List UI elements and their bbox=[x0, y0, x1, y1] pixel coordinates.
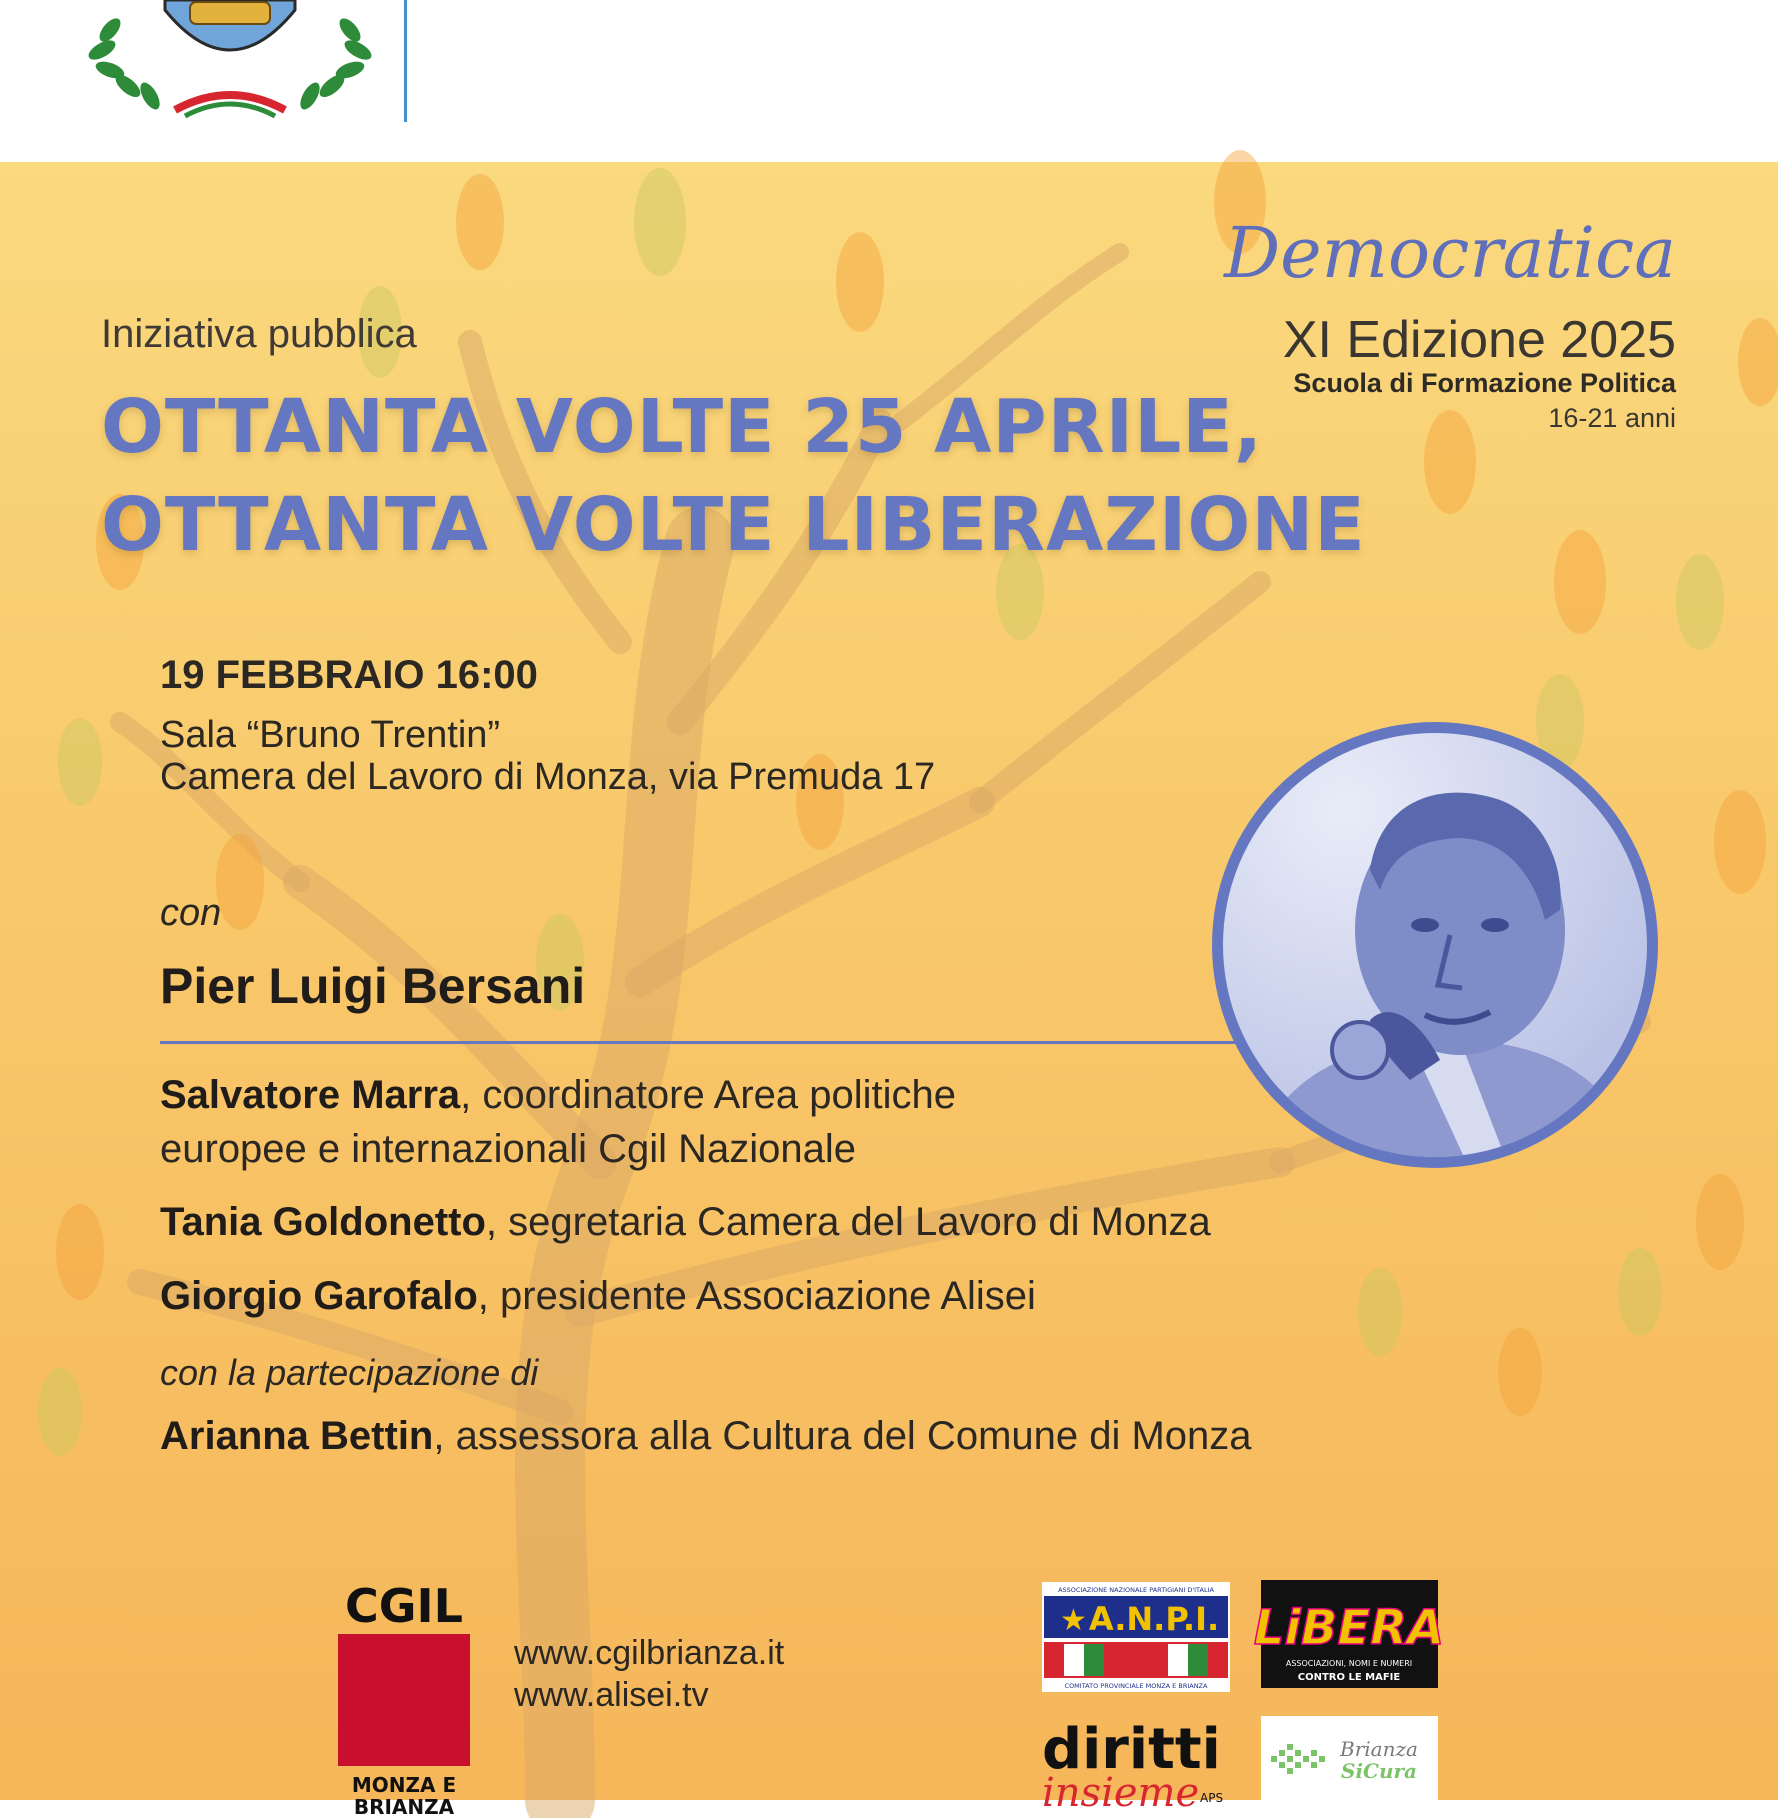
diritti-suffix: APS bbox=[1200, 1791, 1224, 1805]
edition-label: XI Edizione 2025 bbox=[1282, 311, 1676, 369]
brianza-name-1: Brianza bbox=[1340, 1737, 1418, 1761]
title-line-2: OTTANTA VOLTE LIBERAZIONE bbox=[101, 482, 1366, 568]
title-line-1: OTTANTA VOLTE 25 APRILE, bbox=[101, 384, 1263, 470]
speaker-3-role: , presidente Associazione Alisei bbox=[477, 1274, 1036, 1318]
website-alisei-link[interactable]: www.alisei.tv bbox=[514, 1676, 709, 1714]
intro-label: Iniziativa pubblica bbox=[101, 312, 417, 356]
poster-body bbox=[0, 162, 1778, 1818]
libera-logo bbox=[1253, 1580, 1445, 1688]
speaker-2-name: Tania Goldonetto bbox=[160, 1200, 486, 1244]
cgil-name: CGIL bbox=[345, 1579, 463, 1633]
age-label: 16-21 anni bbox=[1548, 403, 1676, 433]
libera-sub-2: CONTRO LE MAFIE bbox=[1297, 1672, 1401, 1683]
diritti-script: insieme bbox=[1042, 1770, 1200, 1816]
brand-script-name: Democratica bbox=[1224, 212, 1676, 294]
speaker-3-name: Giorgio Garofalo bbox=[160, 1274, 478, 1318]
speaker-3 bbox=[160, 1269, 1036, 1323]
diritti-name: diritti bbox=[1042, 1717, 1221, 1782]
speaker-divider bbox=[160, 1041, 1240, 1044]
libera-sub-1: ASSOCIAZIONI, NOMI E NUMERI bbox=[1285, 1659, 1413, 1668]
event-date: 19 FEBBRAIO 16:00 bbox=[160, 653, 538, 697]
anpi-logo bbox=[1042, 1582, 1230, 1692]
with-label: con bbox=[160, 892, 222, 934]
brianza-name-2: SiCura bbox=[1341, 1759, 1417, 1783]
speaker-1-role: , coordinatore Area politiche bbox=[460, 1073, 957, 1117]
venue-line-1: Sala “Bruno Trentin” bbox=[160, 714, 501, 756]
cgil-region-line-1: MONZA E bbox=[351, 1773, 457, 1797]
libera-name: LiBERA bbox=[1253, 1600, 1445, 1656]
main-speaker-name: Pier Luigi Bersani bbox=[160, 958, 586, 1014]
cgil-logo bbox=[338, 1578, 470, 1818]
speaker-1-name: Salvatore Marra bbox=[160, 1073, 461, 1117]
website-cgil-link[interactable]: www.cgilbrianza.it bbox=[514, 1634, 785, 1672]
participation-label: con la partecipazione di bbox=[160, 1352, 539, 1393]
school-label: Scuola di Formazione Politica bbox=[1293, 368, 1676, 398]
guest-speaker-name: Arianna Bettin bbox=[160, 1414, 434, 1458]
venue-line-2: Camera del Lavoro di Monza, via Premuda 17 bbox=[160, 756, 936, 798]
speaker-2-role: , segretaria Camera del Lavoro di Monza bbox=[485, 1200, 1211, 1244]
diritti-insieme-logo bbox=[1042, 1710, 1230, 1816]
speaker-1-role-line-2: europee e internazionali Cgil Nazionale bbox=[160, 1127, 856, 1171]
speaker-1 bbox=[160, 1068, 956, 1122]
speaker-portrait bbox=[1210, 720, 1660, 1170]
svg-text:★: ★ bbox=[1060, 1603, 1087, 1638]
header-divider bbox=[404, 0, 407, 122]
speaker-2 bbox=[160, 1195, 1211, 1249]
guest-speaker-role: , assessora alla Cultura del Comune di Monza bbox=[433, 1414, 1252, 1458]
anpi-top-text: ASSOCIAZIONE NAZIONALE PARTIGIANI D'ITALIA bbox=[1058, 1586, 1214, 1594]
guest-speaker bbox=[160, 1409, 1252, 1463]
cgil-region-line-2: BRIANZA bbox=[353, 1795, 455, 1818]
brianza-sicura-logo bbox=[1261, 1716, 1438, 1802]
anpi-bottom-text: COMITATO PROVINCIALE MONZA E BRIANZA bbox=[1064, 1682, 1208, 1690]
anpi-name: A.N.P.I. bbox=[1088, 1600, 1220, 1638]
municipal-crest-icon bbox=[80, 0, 380, 130]
